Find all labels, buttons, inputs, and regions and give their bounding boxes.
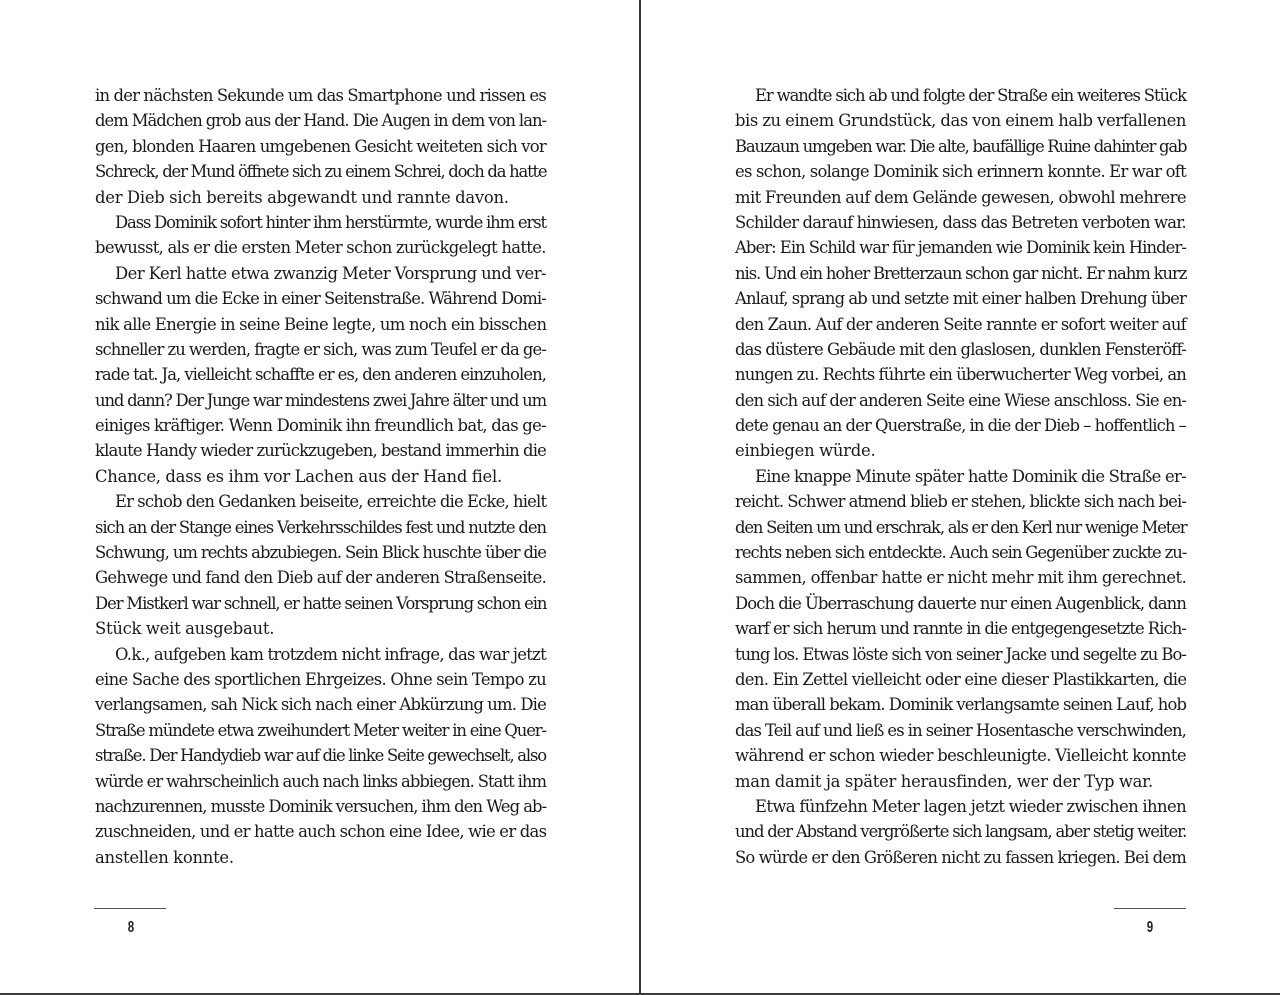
text-line: der Dieb sich bereits abgewandt und rannte davon. xyxy=(95,187,509,207)
text-line: nik alle Energie in seine Beine legte, um noch ein bisschen xyxy=(95,314,547,334)
text-line: gen, blonden Haaren umgebenen Gesicht weiteten sich vor xyxy=(95,136,546,156)
text-line: rade tat. Ja, vielleicht schaffte er es, den anderen einzuholen, xyxy=(95,365,547,385)
text-line: Aber: Ein Schild war für jemanden wie Dominik kein Hinder- xyxy=(735,238,1186,258)
text-line: Schreck, der Mund öffnete sich zu einem Schrei, doch da hatte xyxy=(95,162,547,182)
left-page-number: 8 xyxy=(127,919,135,936)
text-line: sammen, offenbar hatte er nicht mehr mit ihm gerechnet. xyxy=(735,568,1187,588)
left-folio-rule xyxy=(94,908,166,909)
text-line: klaute Handy wieder zurückzugeben, bestand immerhin die xyxy=(95,441,546,461)
text-line: und dann? Der Junge war mindestens zwei Jahre älter und um xyxy=(95,390,546,410)
text-line: es schon, solange Dominik sich erinnern konnte. Er war oft xyxy=(735,162,1186,182)
text-line: straße. Der Handydieb war auf die linke Seite gewechselt, also xyxy=(95,746,546,766)
text-line: reicht. Schwer atmend blieb er stehen, blickte sich nach bei- xyxy=(735,492,1186,512)
text-line: einbiegen würde. xyxy=(735,441,876,461)
text-line: Der Kerl hatte etwa zwanzig Meter Vorsprung und ver- xyxy=(115,263,547,283)
text-line: eine Sache des sportlichen Ehrgeizes. Ohne sein Tempo zu xyxy=(95,669,546,689)
text-line: man überall bekam. Dominik verlangsamte seinen Lauf, hob xyxy=(735,695,1187,715)
text-line: So würde er den Größeren nicht zu fassen kriegen. Bei dem xyxy=(735,847,1187,867)
text-line: Er wandte sich ab und folgte der Straße ein weiteres Stück xyxy=(755,86,1187,105)
text-line: dete genau an der Querstraße, in die der Dieb – hoffentlich – xyxy=(735,416,1186,436)
text-line: den Seiten um und erschrak, als er den Kerl nur wenige Meter xyxy=(735,517,1187,537)
text-line: warf er sich herum und rannte in die entgegengesetzte Rich- xyxy=(735,619,1186,639)
text-line: Bauzaun umgeben war. Die alte, baufällige Ruine dahinter gab xyxy=(735,136,1187,156)
text-line: Der Mistkerl war schnell, er hatte seinen Vorsprung schon ein xyxy=(95,593,547,613)
text-line: schwand um die Ecke in einer Seitenstraße. Während Domi- xyxy=(95,289,546,309)
text-line: Dass Dominik sofort hinter ihm herstürmte, wurde ihm erst xyxy=(115,212,546,232)
text-line: während er schon wieder beschleunigte. Vielleicht konnte xyxy=(735,746,1186,766)
right-page-number: 9 xyxy=(1146,919,1154,936)
text-line: sich an der Stange eines Verkehrsschildes fest und nutzte den xyxy=(95,517,546,537)
text-line: dem Mädchen grob aus der Hand. Die Augen in dem von lan- xyxy=(95,111,547,131)
text-line: Er schob den Gedanken beiseite, erreichte die Ecke, hielt xyxy=(115,492,547,512)
text-line: das Teil auf und ließ es in seiner Hosentasche verschwinden, xyxy=(735,720,1186,740)
text-line: nis. Und ein hoher Bretterzaun schon gar nicht. Er nahm kurz xyxy=(735,263,1187,283)
text-line: den Zaun. Auf der anderen Seite rannte er sofort weiter auf xyxy=(735,314,1186,334)
text-line: man damit ja später herausfinden, wer der Typ war. xyxy=(735,771,1153,791)
text-line: und der Abstand vergrößerte sich langsam, aber stetig weiter. xyxy=(735,822,1187,842)
text-line: Schilder darauf hinwiesen, dass das Betreten verboten war. xyxy=(735,212,1186,232)
text-line: Doch die Überraschung dauerte nur einen Augenblick, dann xyxy=(735,593,1186,613)
text-line: Gehwege und fand den Dieb auf der anderen Straßenseite. xyxy=(95,568,547,588)
page-gutter-line xyxy=(639,0,641,993)
text-line: den. Ein Zettel vielleicht oder eine dieser Plastikkarten, die xyxy=(735,669,1187,689)
text-line: schneller zu werden, fragte er sich, was zum Teufel er da ge- xyxy=(95,339,546,359)
text-line: tung los. Etwas löste sich von seiner Jacke und segelte zu Bo- xyxy=(735,644,1186,664)
text-line: Chance, dass es ihm vor Lachen aus der Hand fiel. xyxy=(95,466,502,486)
right-page-body xyxy=(735,83,1186,870)
right-folio-rule xyxy=(1114,908,1186,909)
text-line: Stück weit ausgebaut. xyxy=(95,619,275,639)
text-line: bewusst, als er die ersten Meter schon zurückgelegt hatte. xyxy=(95,238,546,258)
text-line: würde er wahrscheinlich auch nach links abbiegen. Statt ihm xyxy=(95,771,547,791)
left-page-body xyxy=(95,83,546,870)
text-line: Etwa fünfzehn Meter lagen jetzt wieder zwischen ihnen xyxy=(755,796,1187,816)
text-line: Eine knappe Minute später hatte Dominik die Straße er- xyxy=(755,466,1186,486)
text-line: Anlauf, sprang ab und setzte mit einer halben Drehung über xyxy=(735,289,1186,309)
text-line: Schwung, um rechts abzubiegen. Sein Blick huschte über die xyxy=(95,543,546,563)
text-line: nungen zu. Rechts führte ein überwucherter Weg vorbei, an xyxy=(735,365,1186,385)
text-line: das düstere Gebäude mit den glaslosen, dunklen Fensteröff- xyxy=(735,339,1186,359)
text-line: in der nächsten Sekunde um das Smartphone und rissen es xyxy=(95,86,546,105)
text-line: den sich auf der anderen Seite eine Wiese anschloss. Sie en- xyxy=(735,390,1187,410)
text-line: anstellen konnte. xyxy=(95,847,234,867)
text-line: mit Freunden auf dem Gelände gewesen, obwohl mehrere xyxy=(735,187,1186,207)
text-line: rechts neben sich entdeckte. Auch sein Gegenüber zuckte zu- xyxy=(735,543,1187,563)
text-line: bis zu einem Grundstück, das von einem halb verfallenen xyxy=(735,111,1186,131)
text-line: Straße mündete etwa zweihundert Meter weiter in eine Quer- xyxy=(95,720,546,740)
text-line: verlangsamen, sah Nick sich nach einer Abkürzung um. Die xyxy=(95,695,546,715)
text-line: nachzurennen, musste Dominik versuchen, ihm den Weg ab- xyxy=(95,796,547,816)
text-line: zuschneiden, und er hatte auch schon eine Idee, wie er das xyxy=(95,822,547,842)
text-line: einiges kräftiger. Wenn Dominik ihn freundlich bat, das ge- xyxy=(95,416,546,436)
text-line: O.k., aufgeben kam trotzdem nicht infrage, das war jetzt xyxy=(115,644,547,664)
